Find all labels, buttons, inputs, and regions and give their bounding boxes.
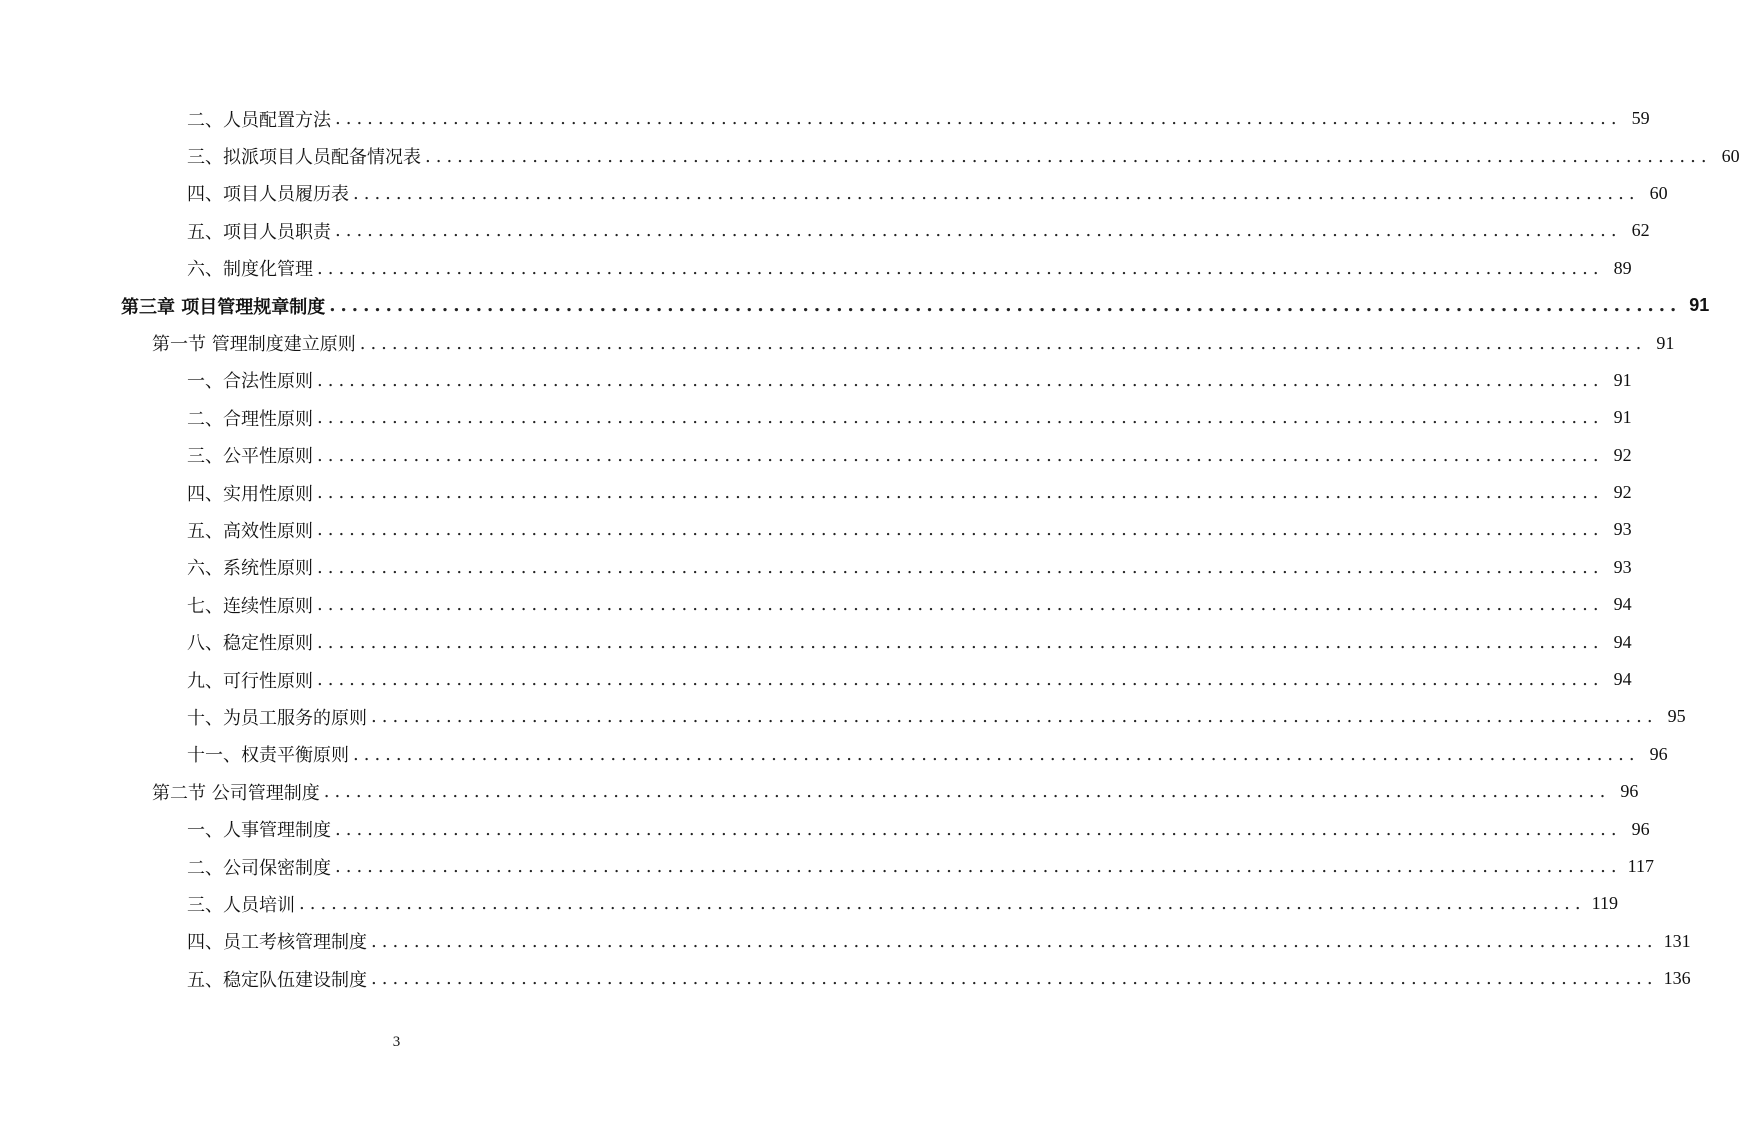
toc-entry-item[interactable] xyxy=(0,885,1618,922)
toc-entry-title: 一、人事管理制度 xyxy=(187,820,331,842)
toc-entry-page: 94 xyxy=(1613,669,1632,690)
toc-entry-section[interactable] xyxy=(0,324,1675,361)
toc-entry-page: 60 xyxy=(1721,145,1740,166)
toc-dot-leader: ........................................................................................................................ xyxy=(371,930,1658,952)
toc-entry-title: 二、人员配置方法 xyxy=(187,109,331,131)
toc-entry-page: 117 xyxy=(1627,856,1654,876)
toc-entry-title: 第二节 公司管理制度 xyxy=(152,782,320,804)
toc-entry-page: 131 xyxy=(1663,930,1691,951)
toc-dot-leader: ........................................................................................................................ xyxy=(299,893,1586,915)
toc-dot-leader: ........................................................................................................................ xyxy=(371,706,1658,728)
toc-entry-title: 十、为员工服务的原则 xyxy=(187,707,367,729)
toc-entry-title: 五、稳定队伍建设制度 xyxy=(187,969,367,991)
toc-entry-page: 94 xyxy=(1613,631,1632,652)
toc-entry-item[interactable] xyxy=(0,960,1691,997)
toc-entry-title: 三、拟派项目人员配备情况表 xyxy=(187,147,421,169)
toc-entry-item[interactable] xyxy=(0,100,1650,137)
toc-entry-page: 92 xyxy=(1613,482,1632,503)
toc-entry-title: 第一节 管理制度建立原则 xyxy=(152,334,356,356)
toc-entry-page: 136 xyxy=(1663,968,1691,989)
toc-entry-page: 89 xyxy=(1613,257,1632,278)
toc-entry-page: 96 xyxy=(1631,818,1650,839)
toc-entry-item[interactable] xyxy=(0,437,1632,474)
toc-entry-title: 一、合法性原则 xyxy=(187,371,313,393)
toc-dot-leader: ........................................................................................................................ xyxy=(317,407,1604,429)
toc-entry-item[interactable] xyxy=(0,923,1691,960)
toc-entry-item[interactable] xyxy=(0,362,1632,399)
toc-entry-page: 91 xyxy=(1656,332,1675,353)
toc-entry-page: 93 xyxy=(1613,556,1632,577)
toc-entry-title: 九、可行性原则 xyxy=(187,670,313,692)
toc-entry-page: 91 xyxy=(1613,407,1632,428)
toc-entry-item[interactable] xyxy=(0,250,1632,287)
toc-entry-page: 62 xyxy=(1631,220,1650,241)
toc-dot-leader: ........................................................................................................................ xyxy=(335,856,1622,877)
toc-dot-leader: ........................................................................................................................ xyxy=(317,519,1604,541)
toc-entry-item[interactable] xyxy=(0,212,1650,249)
toc-entry-chapter[interactable] xyxy=(0,287,1710,324)
toc-entry-title: 二、公司保密制度 xyxy=(187,857,331,879)
toc-entry-title: 六、制度化管理 xyxy=(187,259,313,281)
toc-entry-item[interactable] xyxy=(0,810,1650,847)
toc-entry-page: 96 xyxy=(1649,743,1668,764)
toc-entry-item[interactable] xyxy=(0,586,1632,623)
toc-entry-page: 94 xyxy=(1613,594,1632,615)
toc-entry-title: 八、稳定性原则 xyxy=(187,633,313,655)
toc-dot-leader: ........................................................................................................................ xyxy=(335,220,1622,242)
toc-entry-title: 四、员工考核管理制度 xyxy=(187,932,367,954)
toc-entry-page: 92 xyxy=(1613,444,1632,465)
toc-dot-leader: ........................................................................................................................ xyxy=(353,182,1640,204)
toc-dot-leader: ........................................................................................................................ xyxy=(323,781,1611,803)
toc-dot-leader: ........................................................................................................................ xyxy=(335,108,1622,130)
toc-entry-title: 六、系统性原则 xyxy=(187,558,313,580)
toc-entry-title: 三、公平性原则 xyxy=(187,446,313,468)
toc-entry-page: 95 xyxy=(1667,706,1686,727)
toc-entry-item[interactable] xyxy=(0,736,1668,773)
toc-entry-item[interactable] xyxy=(0,623,1632,660)
toc-entry-item[interactable] xyxy=(0,848,1654,885)
toc-dot-leader: ........................................................................................................................ xyxy=(359,332,1647,354)
toc-entry-item[interactable] xyxy=(0,175,1668,212)
toc-entry-title: 七、连续性原则 xyxy=(187,595,313,617)
toc-dot-leader: ........................................................................................................................ xyxy=(317,257,1604,279)
table-of-contents xyxy=(0,100,1740,997)
toc-entry-page: 59 xyxy=(1631,108,1650,129)
toc-entry-title: 三、人员培训 xyxy=(187,894,295,916)
toc-entry-title: 五、项目人员职责 xyxy=(187,221,331,243)
toc-entry-page: 91 xyxy=(1613,369,1632,390)
toc-entry-title: 五、高效性原则 xyxy=(187,520,313,542)
toc-entry-item[interactable] xyxy=(0,661,1632,698)
toc-dot-leader: ........................................................................................................................ xyxy=(317,631,1604,653)
toc-entry-item[interactable] xyxy=(0,137,1740,174)
toc-entry-item[interactable] xyxy=(0,549,1632,586)
toc-dot-leader: ........................................................................................................................ xyxy=(317,556,1604,578)
toc-entry-item[interactable] xyxy=(0,698,1686,735)
toc-entry-page: 96 xyxy=(1620,781,1639,802)
toc-dot-leader: ........................................................................................................................ xyxy=(317,444,1604,466)
toc-entry-item[interactable] xyxy=(0,474,1632,511)
toc-entry-item[interactable] xyxy=(0,399,1632,436)
toc-dot-leader: ........................................................................................................................ xyxy=(317,482,1604,504)
toc-dot-leader: ........................................................................................................................ xyxy=(317,669,1604,691)
toc-entry-title: 四、实用性原则 xyxy=(187,483,313,505)
toc-dot-leader: ........................................................................................................................ xyxy=(353,743,1640,765)
toc-dot-leader: ........................................................................................................................ xyxy=(335,818,1622,840)
toc-entry-title: 四、项目人员履历表 xyxy=(187,184,349,206)
toc-entry-page: 91 xyxy=(1689,295,1710,316)
toc-entry-page: 119 xyxy=(1591,893,1618,914)
toc-entry-title: 二、合理性原则 xyxy=(187,408,313,430)
toc-entry-page: 93 xyxy=(1613,519,1632,540)
toc-dot-leader: ........................................................................................................................ xyxy=(317,594,1604,616)
toc-entry-title: 十一、权责平衡原则 xyxy=(187,745,349,767)
page-number: 3 xyxy=(392,1034,401,1050)
toc-dot-leader: ........................................................................................................................ xyxy=(317,369,1604,391)
toc-dot-leader: ........................................................................................................................ xyxy=(329,295,1682,317)
toc-dot-leader: ........................................................................................................................ xyxy=(371,968,1658,990)
toc-dot-leader: ........................................................................................................................ xyxy=(425,145,1712,167)
toc-entry-item[interactable] xyxy=(0,511,1632,548)
toc-entry-section[interactable] xyxy=(0,773,1639,810)
toc-entry-page: 60 xyxy=(1649,182,1668,203)
toc-entry-title: 第三章 项目管理规章制度 xyxy=(121,296,326,318)
